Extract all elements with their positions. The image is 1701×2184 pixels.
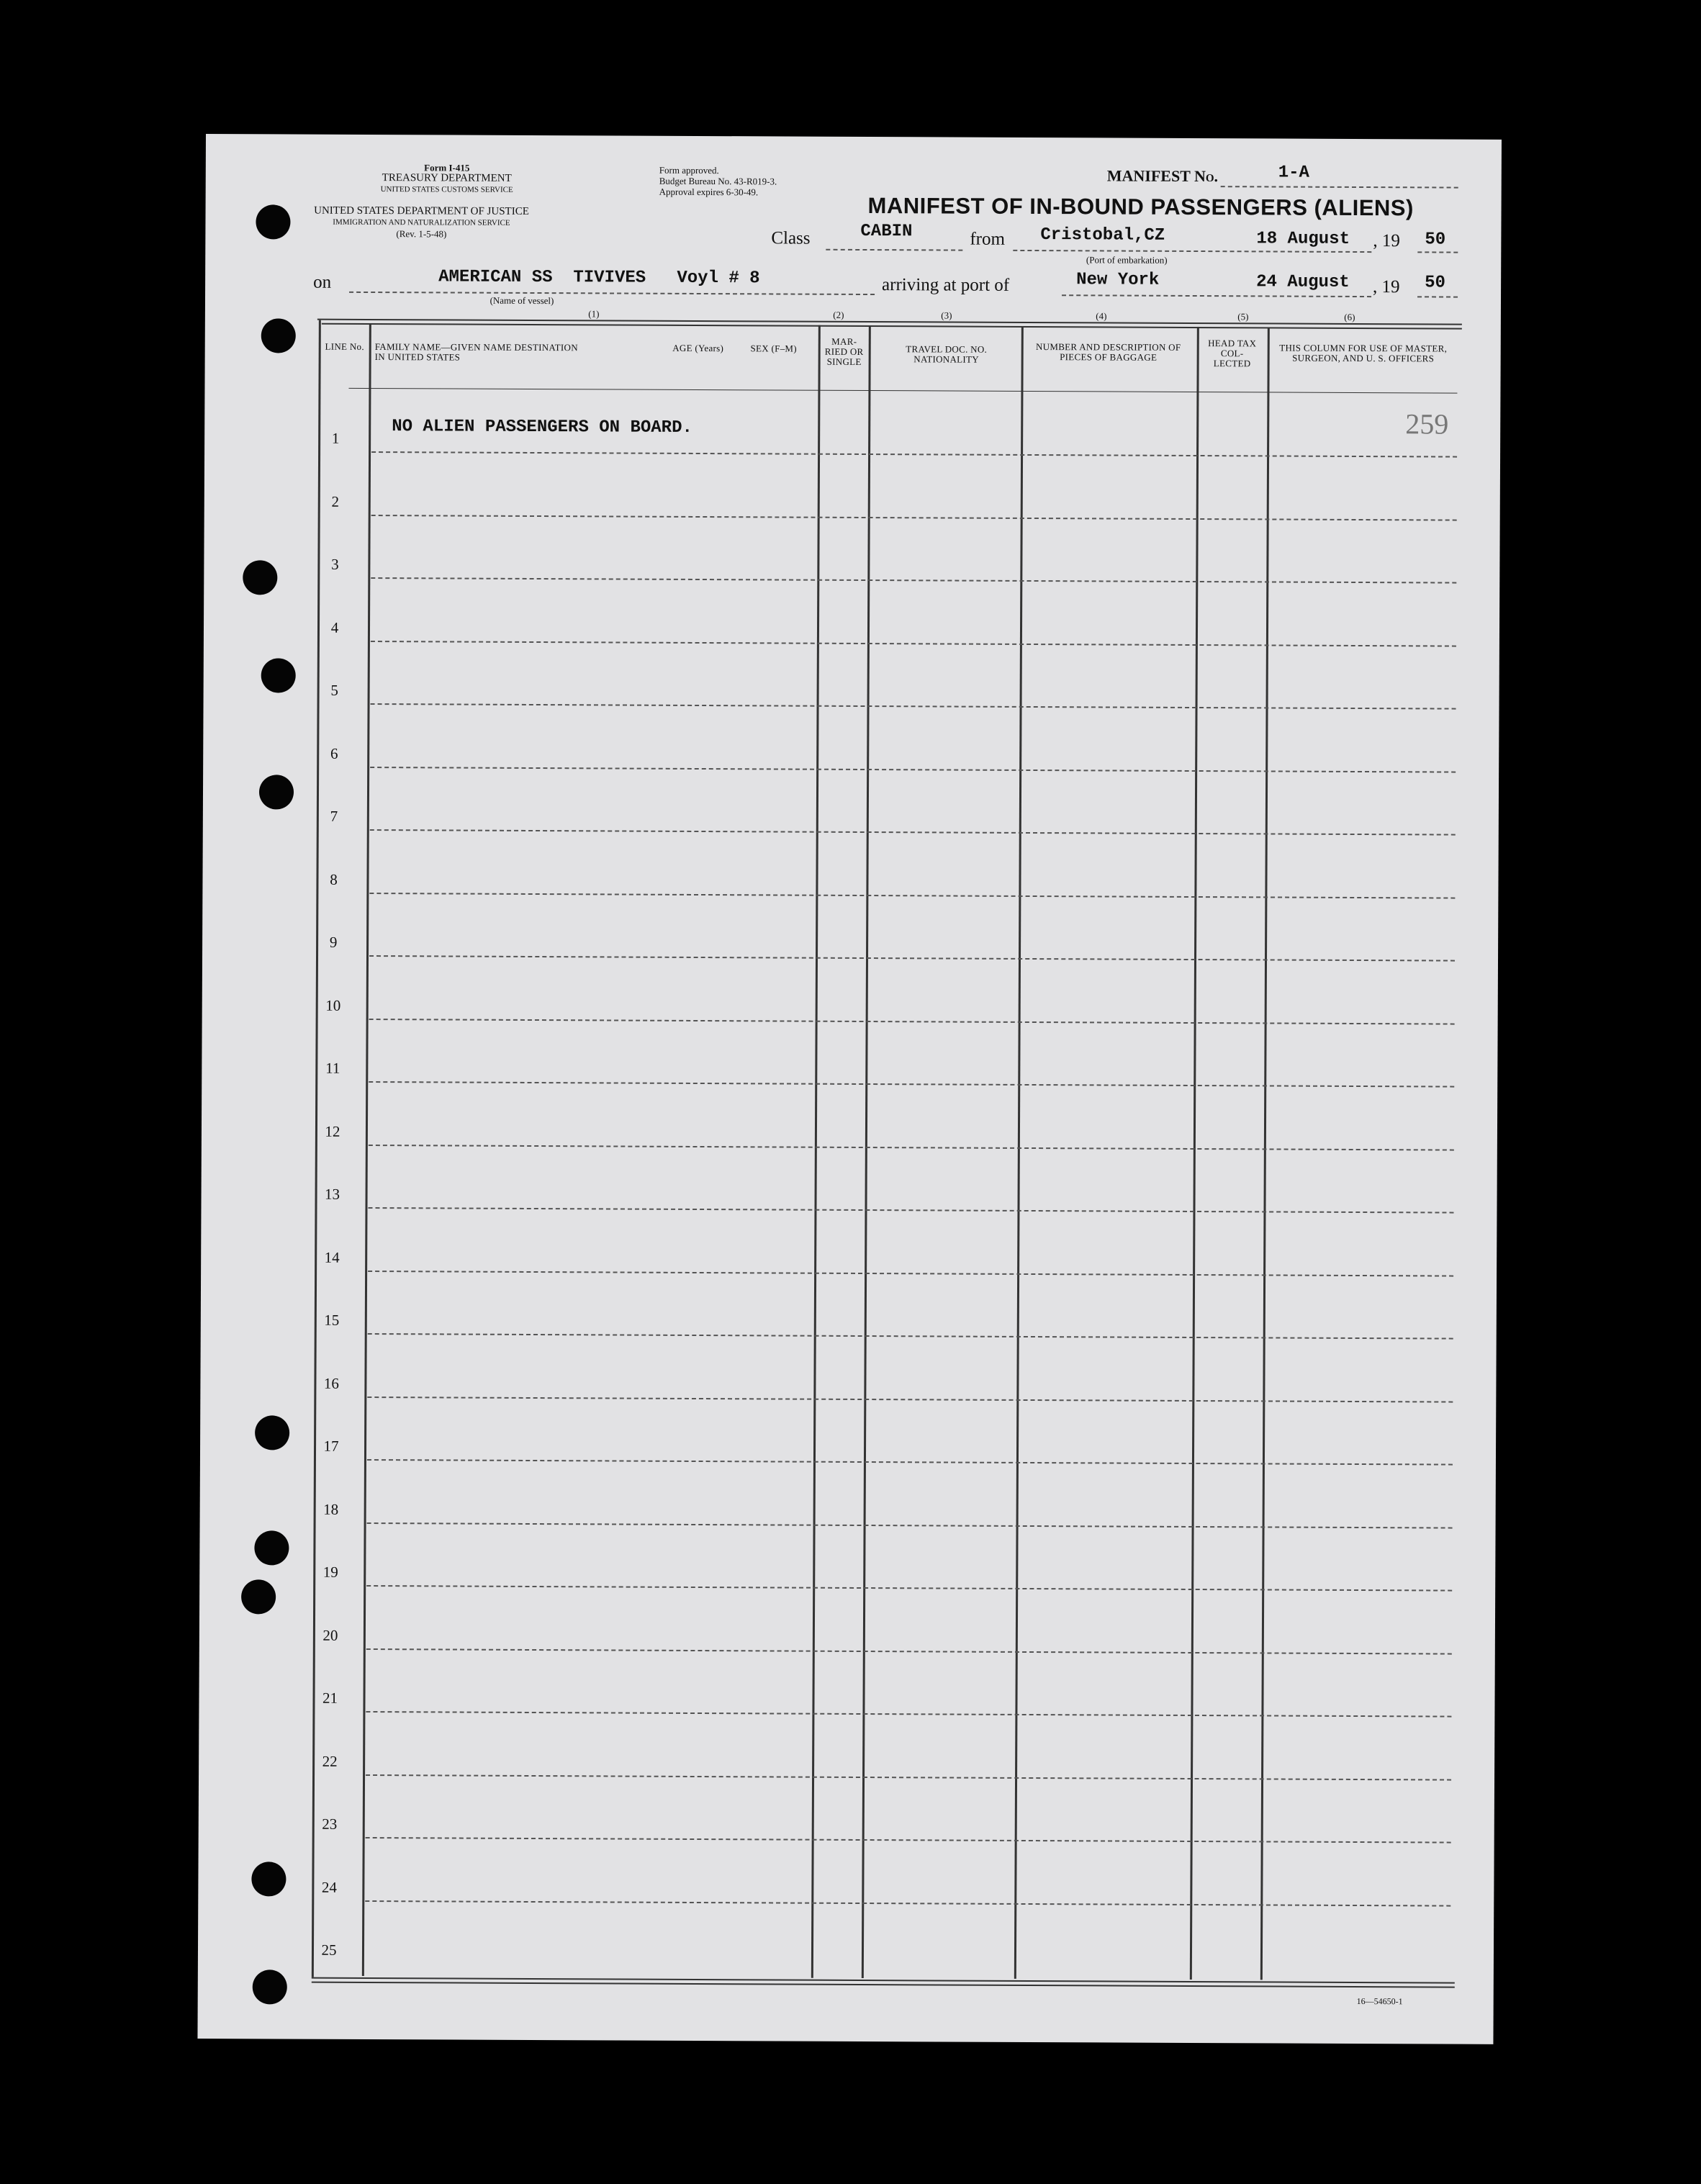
vessel-line xyxy=(349,292,875,295)
ins-service: IMMIGRATION AND NATURALIZATION SERVICE xyxy=(333,217,510,227)
row-number: 14 xyxy=(324,1248,340,1266)
punch-hole xyxy=(243,560,277,595)
row-line xyxy=(366,1837,1451,1844)
col-num-5: (5) xyxy=(1237,311,1249,322)
col-travel-doc: TRAVEL DOC. NO. NATIONALITY xyxy=(906,343,988,365)
row-line xyxy=(368,1207,1453,1214)
from-port: Cristobal,CZ xyxy=(1040,225,1165,245)
row-line xyxy=(367,1522,1453,1528)
arriving-label: arriving at port of xyxy=(882,275,1010,295)
page-title: MANIFEST OF IN-BOUND PASSENGERS (ALIENS) xyxy=(867,193,1414,221)
col-divider xyxy=(362,323,371,1976)
punch-hole xyxy=(261,318,296,353)
col-divider xyxy=(1190,327,1199,1980)
row-line xyxy=(365,1900,1450,1906)
row-line xyxy=(371,515,1457,521)
col-sex: SEX (F–M) xyxy=(750,343,797,354)
col-num-2: (2) xyxy=(833,309,844,320)
arrival-line xyxy=(1062,294,1371,297)
col-married: MAR- RIED OR SINGLE xyxy=(824,335,864,367)
punch-hole xyxy=(255,1415,289,1450)
punch-hole xyxy=(261,658,296,692)
col-officers: THIS COLUMN FOR USE OF MASTER, SURGEON, AND U. S. OFFICERS xyxy=(1279,342,1448,364)
row-number: 2 xyxy=(331,492,340,510)
customs-service: UNITED STATES CUSTOMS SERVICE xyxy=(380,185,513,194)
row-number: 19 xyxy=(322,1563,338,1581)
row-number: 6 xyxy=(330,744,338,762)
row-line xyxy=(366,1585,1452,1592)
row-number: 10 xyxy=(325,996,341,1014)
row-number: 4 xyxy=(330,618,339,636)
row-number: 15 xyxy=(324,1311,340,1329)
row-line xyxy=(366,1774,1451,1780)
col-divider xyxy=(1014,326,1024,1979)
form-number: Form I-415 xyxy=(424,162,470,173)
from-line xyxy=(1013,250,1371,253)
entry-text: NO ALIEN PASSENGERS ON BOARD. xyxy=(392,417,692,438)
manifest-no-label: MANIFEST No. xyxy=(1106,166,1219,186)
row-number: 7 xyxy=(330,807,338,825)
approval-expiry: Approval expires 6-30-49. xyxy=(659,186,759,198)
treasury-dept: TREASURY DEPARTMENT xyxy=(382,172,512,184)
row-line xyxy=(369,1019,1455,1025)
row-number: 8 xyxy=(330,870,338,888)
arrival-port: New York xyxy=(1076,270,1160,290)
row-number: 20 xyxy=(322,1626,338,1644)
class-line xyxy=(826,249,962,251)
on-label: on xyxy=(313,272,332,292)
col-age: AGE (Years) xyxy=(672,342,724,354)
row-number: 17 xyxy=(323,1437,339,1455)
row-number: 9 xyxy=(329,933,338,951)
row-line xyxy=(371,703,1456,710)
row-line xyxy=(367,1459,1453,1466)
row-line xyxy=(367,1396,1453,1402)
budget-bureau: Budget Bureau No. 43-R019-3. xyxy=(659,175,777,187)
punch-hole xyxy=(256,204,290,239)
year-line xyxy=(1417,296,1458,297)
year-prefix: , 19 xyxy=(1373,277,1400,297)
row-line xyxy=(371,577,1456,584)
port-caption: (Port of embarkation) xyxy=(1086,254,1168,266)
row-number: 13 xyxy=(325,1185,340,1203)
row-line xyxy=(369,893,1455,899)
justice-dept: UNITED STATES DEPARTMENT OF JUSTICE xyxy=(314,204,529,217)
row-line xyxy=(369,1081,1454,1088)
row-line xyxy=(371,641,1456,647)
year-prefix: , 19 xyxy=(1373,231,1400,251)
punch-hole xyxy=(253,1969,287,2004)
row-line xyxy=(366,1711,1451,1718)
row-number: 11 xyxy=(325,1059,340,1077)
row-line xyxy=(369,1144,1454,1150)
row-line xyxy=(370,767,1456,773)
col-divider xyxy=(862,325,871,1978)
row-line xyxy=(368,1270,1453,1276)
footer-code: 16—54650-1 xyxy=(1356,1996,1403,2007)
year-line xyxy=(1417,251,1458,253)
row-number: 25 xyxy=(321,1941,337,1959)
from-label: from xyxy=(970,229,1006,249)
row-number: 3 xyxy=(331,555,339,573)
stamp-number: 259 xyxy=(1405,407,1449,441)
arrival-date: 24 August xyxy=(1256,272,1350,292)
col-baggage: NUMBER AND DESCRIPTION OF PIECES OF BAGGAGE xyxy=(1035,341,1181,363)
year-value: 50 xyxy=(1425,273,1445,293)
col-num-6: (6) xyxy=(1344,311,1355,322)
row-number: 5 xyxy=(330,681,338,699)
row-number: 18 xyxy=(323,1500,339,1518)
col-name: FAMILY NAME—GIVEN NAME DESTINATION IN UNITED STATES xyxy=(374,341,578,363)
punch-hole xyxy=(251,1862,286,1896)
punch-hole xyxy=(241,1579,276,1614)
row-line xyxy=(370,829,1456,836)
col-num-3: (3) xyxy=(941,310,952,321)
row-number: 1 xyxy=(331,429,340,447)
col-divider xyxy=(811,325,821,1978)
punch-hole xyxy=(259,775,294,809)
form-revision: (Rev. 1-5-48) xyxy=(396,228,447,240)
row-line xyxy=(368,1333,1453,1340)
row-number: 21 xyxy=(322,1689,338,1707)
manifest-no-line xyxy=(1221,186,1458,188)
year-value: 50 xyxy=(1425,230,1446,250)
row-number: 22 xyxy=(322,1752,338,1770)
form-approved: Form approved. xyxy=(659,164,719,176)
col-divider xyxy=(1260,327,1270,1980)
class-value: CABIN xyxy=(860,221,913,242)
header-rule xyxy=(348,388,1457,394)
col-num-4: (4) xyxy=(1096,310,1107,322)
row-number: 23 xyxy=(322,1815,338,1833)
from-date: 18 August xyxy=(1256,229,1350,249)
punch-hole xyxy=(254,1530,289,1565)
manifest-page xyxy=(197,134,1502,2044)
row-line xyxy=(366,1648,1452,1654)
vessel-name: AMERICAN SS TIVIVES Voyl # 8 xyxy=(438,267,760,289)
manifest-no-value: 1-A xyxy=(1278,163,1310,183)
row-line xyxy=(371,451,1457,458)
class-label: Class xyxy=(771,228,811,248)
vessel-caption: (Name of vessel) xyxy=(489,294,554,307)
col-line-no: LINE No. xyxy=(325,340,364,352)
row-number: 16 xyxy=(323,1374,339,1392)
col-num-1: (1) xyxy=(588,308,600,320)
row-number: 12 xyxy=(325,1122,340,1140)
row-line xyxy=(369,955,1455,962)
table-left-border xyxy=(312,320,321,1977)
row-number: 24 xyxy=(321,1878,337,1896)
col-head-tax: HEAD TAX COL- LECTED xyxy=(1208,338,1257,369)
